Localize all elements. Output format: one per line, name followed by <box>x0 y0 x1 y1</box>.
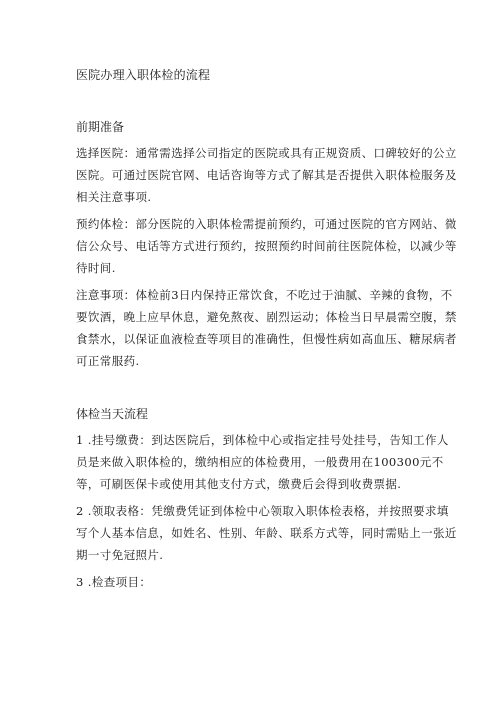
paragraph-registration-payment <box>76 429 449 495</box>
text-line: 医院。可通过医院官网、电话咨询等方式了解其是否提供入职体检服务及 <box>76 168 457 182</box>
text-line: 3 .检查项目： <box>76 575 152 589</box>
paragraph-exam-items <box>76 571 428 593</box>
text-line: 1 .挂号缴费：到达医院后，到体检中心或指定挂号处挂号，告知工作人 <box>76 433 449 447</box>
document-title: 医院办理入职体检的流程 <box>76 68 211 82</box>
paragraph-choose-hospital <box>76 142 457 208</box>
text-line: 期一寸免冠照片. <box>76 548 164 562</box>
text-line: 食禁水，以保证血液检查等项目的准确性，但慢性病如高血压、糖尿病者 <box>76 332 457 346</box>
text-line: 2 .领取表格：凭缴费凭证到体检中心领取入职体检表格，并按照要求填 <box>76 504 449 518</box>
text-line: 员是来做入职体检的，缴纳相应的体检费用，一般费用在100300元不 <box>76 455 444 469</box>
text-line: 待时间. <box>76 261 116 275</box>
text-line: 信公众号、电话等方式进行预约，按照预约时间前往医院体检，以减少等 <box>76 239 457 253</box>
section-heading-exam-day: 体检当天流程 <box>76 407 149 421</box>
text-line: 预约体检：部分医院的入职体检需提前预约，可通过医院的官方网站、微 <box>76 217 457 231</box>
text-line: 相关注意事项. <box>76 190 152 204</box>
text-line: 可正常服药. <box>76 354 140 368</box>
paragraph-collect-form <box>76 500 457 566</box>
section-heading-preparation: 前期准备 <box>76 120 125 134</box>
paragraph-appointment <box>76 213 457 279</box>
text-line: 要饮酒，晚上应早休息，避免熬夜、剧烈运动；体检当日早晨需空腹，禁 <box>76 310 457 324</box>
text-line: 选择医院：通常需选择公司指定的医院或具有正规资质、口碑较好的公立 <box>76 146 457 160</box>
paragraph-precautions <box>76 284 457 372</box>
text-line: 等，可刷医保卡或使用其他支付方式，缴费后会得到收费票据. <box>76 477 402 491</box>
text-line: 写个人基本信息，如姓名、性别、年龄、联系方式等，同时需贴上一张近 <box>76 526 457 540</box>
text-line: 注意事项：体检前3日内保持正常饮食，不吃过于油腻、辛辣的食物，不 <box>76 288 453 302</box>
